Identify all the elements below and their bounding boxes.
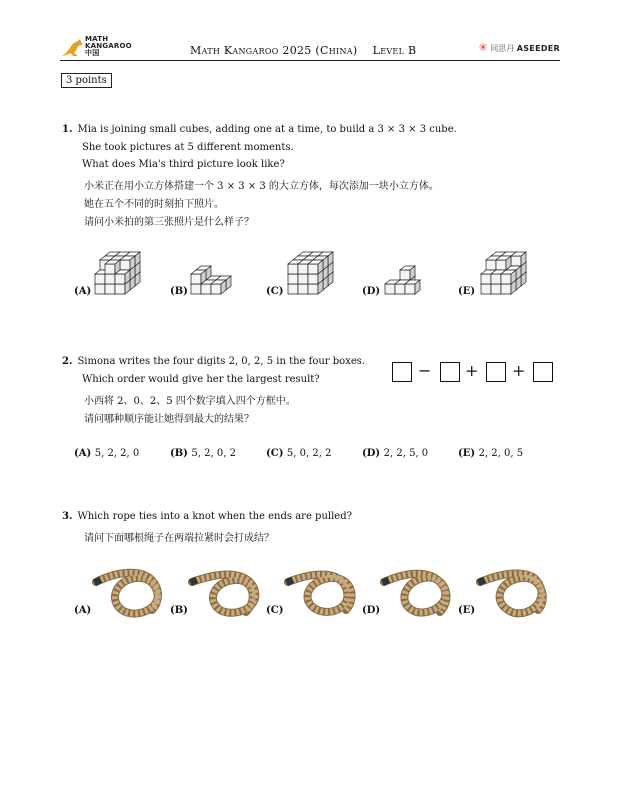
points-badge: 3 points bbox=[61, 73, 112, 88]
q3-option-d[interactable]: (D) bbox=[362, 605, 381, 616]
q2-line-2: 小西将 2、0、2、5 四个数字填入四个方框中。 bbox=[84, 396, 296, 407]
q1-line-2: What does Mia's third picture look like? bbox=[82, 159, 285, 170]
q3-line-1: 请问下面哪根绳子在两端拉紧时会打成结？ bbox=[84, 533, 274, 544]
q2-line-0: 2. Simona writes the four digits 2, 0, 2, 5 in the four boxes. bbox=[62, 356, 366, 367]
q1-line-3: 小米正在用小立方体搭建一个 3 × 3 × 3 的大立方体，每次添加一块小立方体。 bbox=[84, 181, 439, 192]
q3-option-c[interactable]: (C) bbox=[266, 605, 284, 616]
q2-op-1: − bbox=[418, 361, 432, 380]
sponsor-star-icon: ✳ bbox=[478, 41, 488, 54]
sponsor-cn: 同思丹 bbox=[490, 44, 515, 53]
rope-figure-a bbox=[93, 573, 158, 614]
q1-option-c[interactable]: (C) bbox=[266, 286, 284, 297]
q1-number: 1. bbox=[62, 124, 73, 135]
q2-option-d[interactable]: (D) 2, 2, 5, 0 bbox=[362, 448, 429, 459]
q3-option-e[interactable]: (E) bbox=[458, 605, 476, 616]
rope-figure-d bbox=[381, 574, 447, 613]
rope-figure-e bbox=[477, 573, 543, 613]
logo-text-line2: KANGAROO bbox=[85, 42, 132, 50]
q2-number: 2. bbox=[62, 356, 73, 367]
q1-option-d[interactable]: (D) bbox=[362, 286, 381, 297]
q2-op-3: + bbox=[512, 361, 526, 380]
rope-figure-c bbox=[285, 575, 352, 612]
sponsor-en: ASEEDER bbox=[516, 44, 560, 53]
q2-op-2: + bbox=[465, 361, 479, 380]
q2-line-1: Which order would give her the largest result? bbox=[82, 374, 320, 385]
q1-option-a[interactable]: (A) bbox=[74, 286, 92, 297]
logo-text-line1: MATH bbox=[85, 35, 109, 43]
q1-line-5: 请问小米拍的第三张照片是什么样子？ bbox=[84, 217, 254, 228]
q2-option-b[interactable]: (B) 5, 2, 0, 2 bbox=[170, 448, 236, 459]
q3-option-b[interactable]: (B) bbox=[170, 605, 188, 616]
logo-text-line3: 中国 bbox=[85, 49, 100, 57]
q2-option-c[interactable]: (C) 5, 0, 2, 2 bbox=[266, 448, 332, 459]
q1-option-b[interactable]: (B) bbox=[170, 286, 188, 297]
q2-option-e[interactable]: (E) 2, 2, 0, 5 bbox=[458, 448, 524, 459]
q1-option-e[interactable]: (E) bbox=[458, 286, 476, 297]
q1-line-0: 1. Mia is joining small cubes, adding one at a time, to build a 3 × 3 × 3 cube. bbox=[62, 124, 457, 135]
header-title: Math Kangaroo 2025 (China) Level B bbox=[190, 44, 417, 57]
q2-line-3: 请问哪种顺序能让她得到最大的结果？ bbox=[84, 414, 254, 425]
q1-line-1: She took pictures at 5 different moments. bbox=[82, 142, 294, 153]
q1-line-4: 她在五个不同的时刻拍下照片。 bbox=[84, 199, 224, 210]
q2-option-a[interactable]: (A) 5, 2, 2, 0 bbox=[74, 448, 140, 459]
q3-option-a[interactable]: (A) bbox=[74, 605, 92, 616]
q3-line-0: 3. Which rope ties into a knot when the ends are pulled? bbox=[62, 511, 352, 522]
rope-figure-b bbox=[189, 575, 255, 613]
q3-number: 3. bbox=[62, 511, 73, 522]
